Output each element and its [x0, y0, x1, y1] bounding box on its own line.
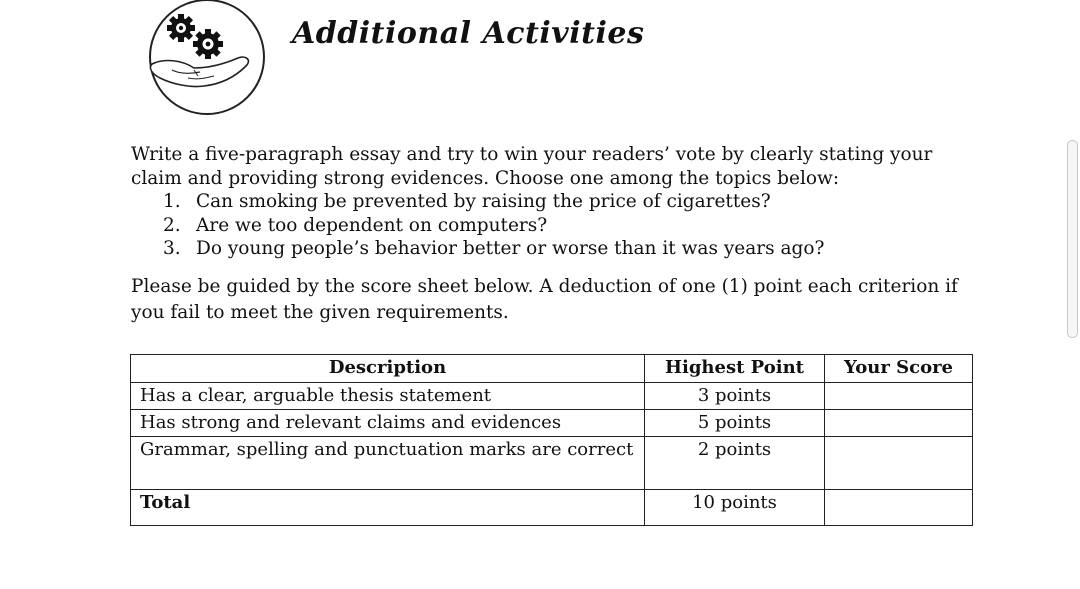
list-item-number: 1.	[163, 191, 181, 212]
guide-text: Please be guided by the score sheet below. A deduction of one (1) point each criterion if you fail to meet the given requirements.	[131, 276, 958, 323]
score-sheet-table	[130, 354, 973, 526]
row-highest-point: 5 points	[645, 410, 825, 437]
column-header-highest-point: Highest Point	[645, 355, 825, 383]
list-item-number: 3.	[163, 238, 181, 259]
instructions-intro: Write a five-paragraph essay and try to win your readers’ vote by clearly stating your claim and providing strong evidences. Choose one among the topics below:	[131, 144, 933, 189]
list-item-number: 2.	[163, 214, 181, 236]
list-item	[163, 214, 824, 238]
table-header-row	[131, 355, 973, 383]
topic-list	[163, 190, 824, 261]
table-row	[131, 437, 973, 490]
table-row	[131, 410, 973, 437]
column-header-your-score: Your Score	[825, 355, 973, 383]
column-header-description: Description	[131, 355, 645, 383]
row-description: Has a clear, arguable thesis statement	[131, 383, 645, 410]
row-your-score[interactable]	[825, 383, 973, 410]
row-description: Grammar, spelling and punctuation marks are correct	[131, 437, 645, 490]
total-your-score[interactable]	[825, 490, 973, 526]
page-title: Additional Activities	[292, 16, 645, 51]
row-highest-point: 2 points	[645, 437, 825, 490]
row-your-score[interactable]	[825, 410, 973, 437]
list-item-text: Do young people’s behavior better or worse than it was years ago?	[196, 238, 825, 259]
total-label: Total	[131, 490, 645, 526]
vertical-scrollbar[interactable]	[1067, 140, 1078, 338]
total-highest-point: 10 points	[645, 490, 825, 526]
row-description: Has strong and relevant claims and evidences	[131, 410, 645, 437]
row-your-score[interactable]	[825, 437, 973, 490]
list-item	[163, 237, 824, 261]
list-item	[163, 190, 824, 214]
list-item-text: Are we too dependent on computers?	[196, 214, 548, 236]
gears-on-hand-icon	[142, 0, 272, 120]
table-total-row	[131, 490, 973, 526]
list-item-text: Can smoking be prevented by raising the price of cigarettes?	[196, 191, 771, 212]
table-row	[131, 383, 973, 410]
row-highest-point: 3 points	[645, 383, 825, 410]
